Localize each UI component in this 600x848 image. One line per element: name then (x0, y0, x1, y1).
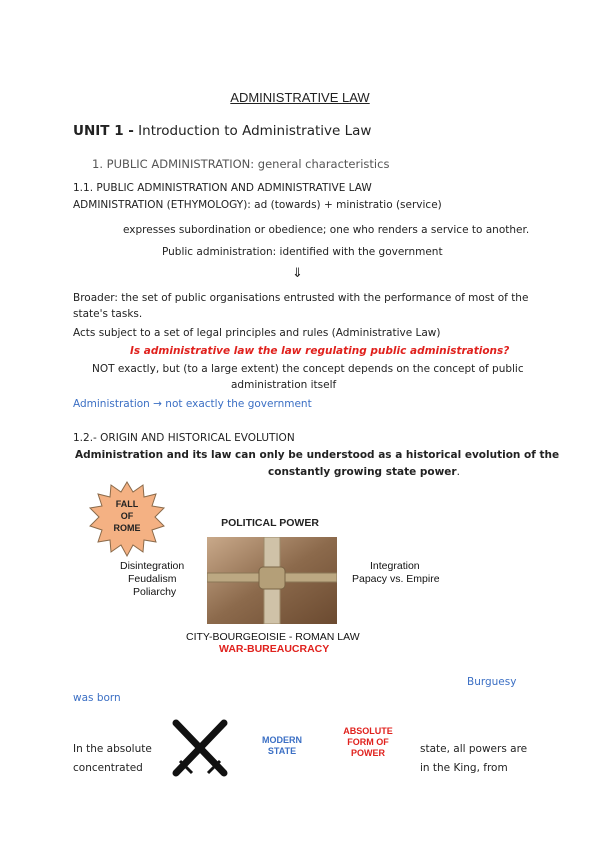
crossed-swords-icon (170, 719, 230, 777)
left-label-1: Disintegration (120, 560, 185, 572)
unit-name: Introduction to Administrative Law (133, 123, 372, 139)
left-labels (120, 560, 184, 599)
bold-statement-text: constantly growing state power (268, 466, 457, 478)
administration-note: Administration → not exactly the government (73, 398, 312, 410)
burst-line-1: FALL (115, 499, 139, 509)
section-heading: 1. PUBLIC ADMINISTRATION: general characteristics (92, 157, 390, 171)
absolute-right-1: state, all powers are (420, 743, 528, 755)
absolute-form-line-3: POWER (350, 748, 385, 758)
absolute-left-2: concentrated (73, 762, 143, 774)
burst-line-3: ROME (113, 523, 141, 533)
rope-cross-image (207, 537, 337, 624)
not-exactly-line-1: NOT exactly, but (to a large extent) the concept depends on the concept of public (92, 363, 524, 375)
city-bourgeoisie-label: CITY-BOURGEOISIE - ROMAN LAW (186, 631, 360, 643)
right-label-1: Integration (370, 560, 420, 572)
absolute-left-1: In the absolute (73, 743, 152, 755)
bold-statement-period: . (456, 466, 460, 478)
left-label-3: Poliarchy (133, 586, 177, 598)
expresses-line: expresses subordination or obedience; one who renders a service to another. (123, 224, 530, 236)
subsection-1-1: 1.1. PUBLIC ADMINISTRATION AND ADMINISTRATIVE LAW (73, 182, 372, 194)
burst-line-2: OF (120, 511, 134, 521)
absolute-form-line-1: ABSOLUTE (343, 726, 393, 736)
acts-line: Acts subject to a set of legal principles and rules (Administrative Law) (73, 327, 441, 339)
absolute-right-2: in the King, from (420, 762, 508, 774)
burguesy-text: Burguesy (467, 676, 517, 688)
political-power-label: POLITICAL POWER (221, 517, 319, 529)
broader-line-2: state's tasks. (73, 308, 143, 320)
question-line: Is administrative law the law regulating public administrations? (130, 345, 510, 357)
document-title: ADMINISTRATIVE LAW (230, 90, 370, 105)
absolute-form-label (333, 726, 403, 759)
fall-of-rome-burst (88, 480, 166, 558)
right-labels (352, 560, 440, 586)
bold-statement-line-1: Administration and its law can only be understood as a historical evolution of the (75, 449, 560, 461)
bold-statement-line-2 (268, 464, 460, 480)
etymology-line: ADMINISTRATION (ETHYMOLOGY): ad (towards) + ministratio (service) (73, 199, 442, 211)
modern-state-label (252, 735, 312, 757)
down-arrow-icon: ⇓ (292, 266, 303, 281)
left-label-2: Feudalism (128, 573, 177, 585)
broader-line-1: Broader: the set of public organisations entrusted with the performance of most of the (73, 292, 529, 304)
modern-state-line-1: MODERN (262, 735, 302, 745)
was-born-text: was born (73, 692, 121, 704)
not-exactly-line-2: administration itself (231, 379, 337, 391)
subsection-1-2: 1.2.- ORIGIN AND HISTORICAL EVOLUTION (73, 432, 295, 444)
war-bureaucracy-label: WAR-BUREAUCRACY (219, 643, 330, 655)
unit-heading (73, 123, 371, 139)
absolute-form-line-2: FORM OF (347, 737, 389, 747)
right-label-2: Papacy vs. Empire (352, 573, 440, 585)
identified-line: Public administration: identified with the government (162, 246, 443, 258)
unit-number: UNIT 1 - (73, 123, 134, 139)
modern-state-line-2: STATE (267, 746, 297, 756)
